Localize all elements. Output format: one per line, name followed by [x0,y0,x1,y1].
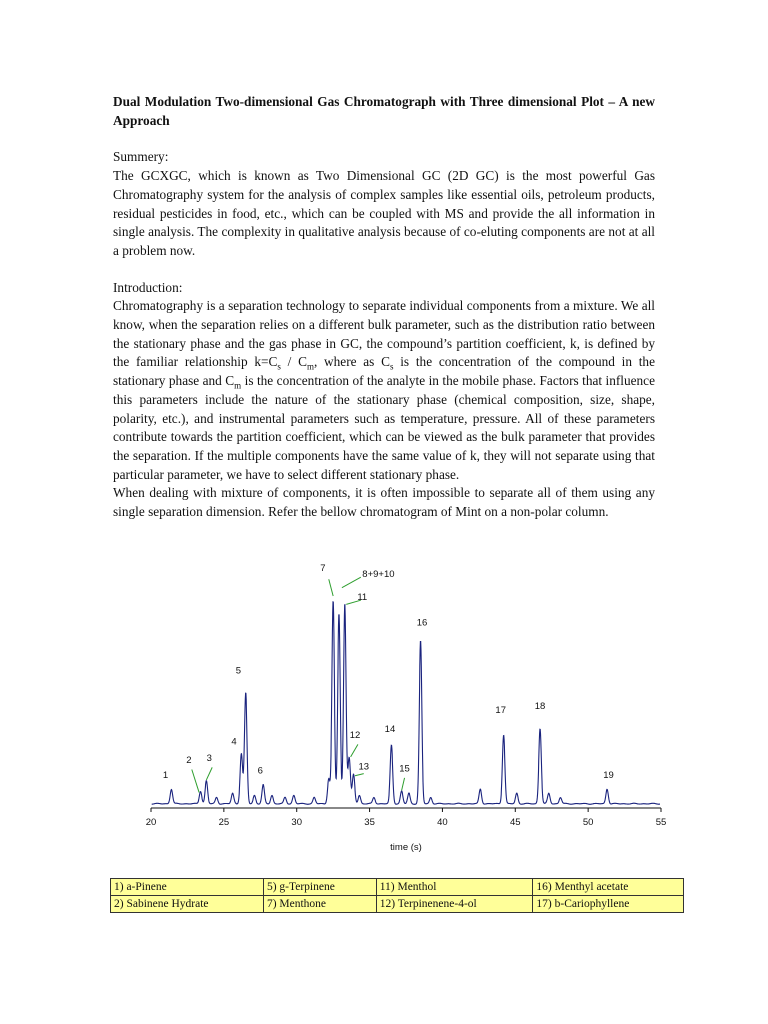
peak-label: 2 [186,755,192,767]
x-tick-label: 30 [291,817,303,828]
peak-label: 17 [495,705,507,717]
peak-leader-line [329,579,333,596]
peak-label: 16 [416,617,428,629]
table-cell: 12) Terpinenene-4-ol [376,896,533,913]
peak-label: 8+9+10 [362,569,395,581]
peak-label: 5 [235,665,242,677]
peak-leader-line [342,577,361,587]
document-title: Dual Modulation Two-dimensional Gas Chromatograph with Three dimensional Plot – A new Approach [113,94,655,128]
peak-leader-line [402,778,405,791]
table-cell: 7) Menthone [263,896,376,913]
x-tick-label: 50 [582,817,594,828]
peak-leader-line [206,767,212,780]
table-cell: 11) Menthol [376,879,533,896]
x-tick-label: 40 [437,817,448,828]
document-body [113,93,655,522]
peak-label: 1 [162,769,169,781]
peak-label: 4 [231,736,237,748]
table-cell: 16) Menthyl acetate [533,879,684,896]
peak-leader-line [355,774,364,776]
compound-legend-table [110,878,684,913]
peak-leader-line [351,744,358,757]
table-cell: 5) g-Terpinene [263,879,376,896]
summary-paragraph: The GCXGC, which is known as Two Dimensional GC (2D GC) is the most powerful Gas Chromatography system for the analysis of complex samples like essential oils, petroleum products, residual pesticides in food, etc., which can be coupled with MS and provide the all information in single analysis. The complexity in qualitative analysis because of co-eluting components are not at all a problem now. [113,168,655,258]
peak-label: 11 [357,592,368,604]
x-tick-label: 35 [364,817,375,828]
x-tick-label: 55 [655,817,667,828]
peak-label: 18 [534,700,546,712]
introduction-paragraph-2: When dealing with mixture of components, it is often impossible to separate all of them using any single separation dimension. Refer the bellow chromatogram of Mint on a non-polar column. [113,485,655,520]
introduction-paragraph-1: Chromatography is a separation technology to separate individual components from a mixture. We all know, when the separation relies on a different bulk parameter, such as the distribution ratio between the stationary phase and the gas phase in GC, the compound’s partition coefficient, k, is defined by the familiar relationship $k=C_s / C_m$, where as $C_s$ is the concentration of the compound in the stationary phase and $C_m$ is the concentration of the analyte in the mobile phase. Factors that influence this parameters include the nature of the stationary phase (chemical composition, size, shape, polarity, etc.), and instrumental parameters such as temperature, pressure. All of these parameters contribute towards the partition coefficient, which can be viewed as the bulk parameter that provides the separation. If the multiple components have the same value of k, they will not separate using that particular parameter, we have to select different stationary phase. [113,298,655,482]
summary-heading: Summery: [113,149,169,165]
chromatogram-chart [110,562,680,858]
peak-label: 7 [320,562,326,574]
peak-label: 14 [384,723,396,735]
x-axis-label: time (s) [390,842,422,853]
peak-label: 13 [358,761,370,773]
peak-label: 15 [399,763,410,775]
peak-label: 3 [206,753,212,765]
x-tick-label: 25 [218,817,230,828]
peak-leader-line [192,769,199,792]
introduction-heading: Introduction: [113,279,183,295]
table-row [111,896,684,913]
x-tick-label: 45 [509,817,521,828]
x-tick-label: 20 [145,817,157,828]
peak-label: 6 [257,765,263,777]
table-cell: 2) Sabinene Hydrate [111,896,264,913]
table-cell: 17) b-Cariophyllene [533,896,684,913]
table-row [111,879,684,896]
table-cell: 1) a-Pinene [111,879,264,896]
peak-label: 19 [603,769,614,781]
peak-label: 12 [349,730,361,742]
